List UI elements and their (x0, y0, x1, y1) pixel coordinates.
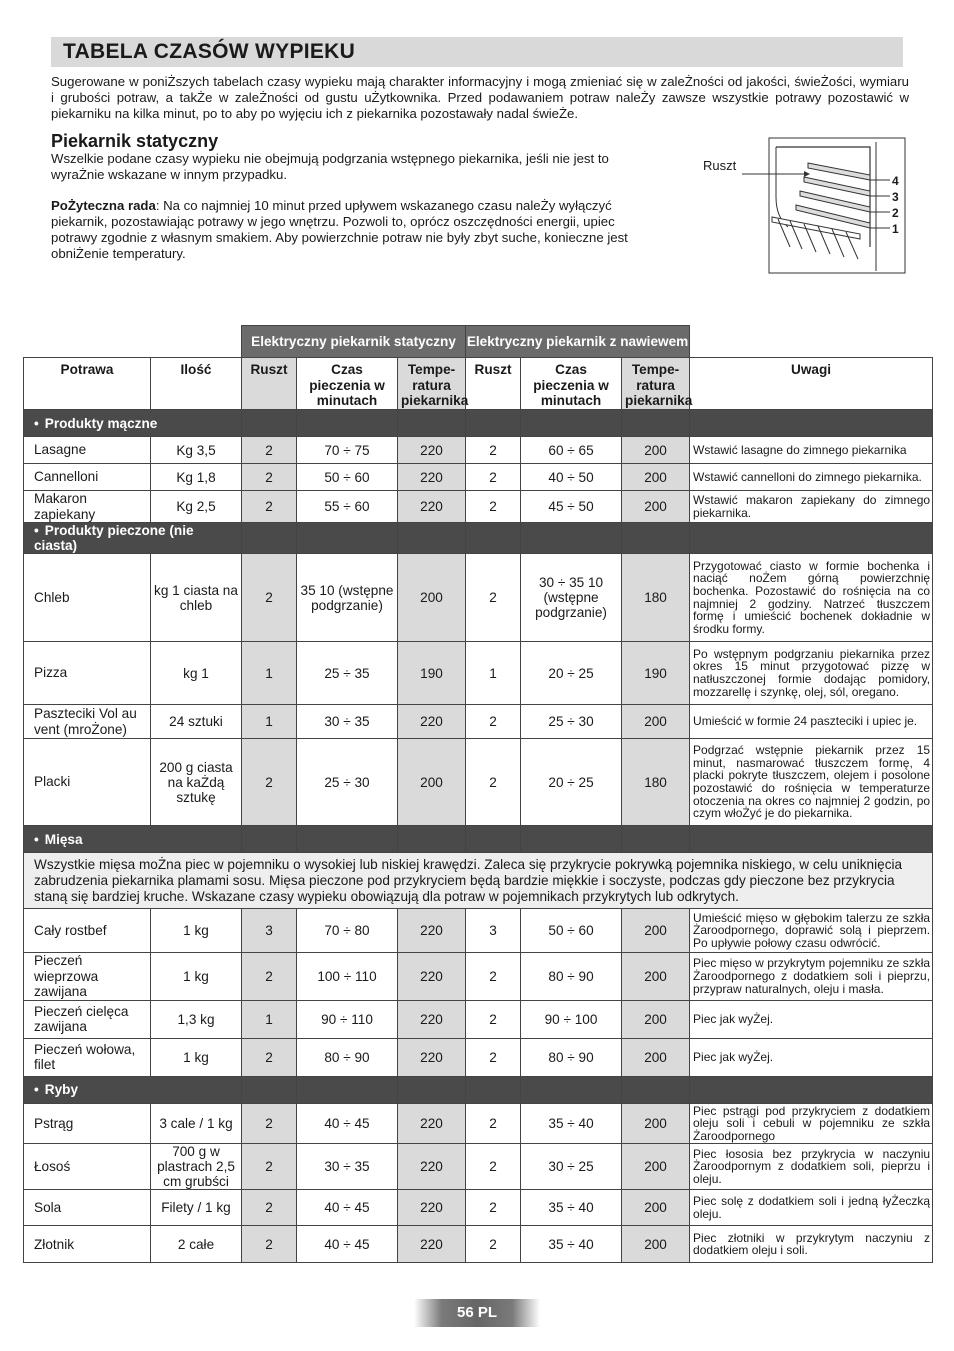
tip-label: PoŻyteczna rada (51, 198, 156, 213)
cell-dish: Pizza (24, 642, 151, 705)
cell-s2: 3 (466, 909, 521, 953)
oven-shelf-diagram (700, 137, 910, 277)
section-cell (466, 410, 521, 437)
bullet-icon: • (34, 523, 39, 538)
section-row (24, 826, 933, 853)
section-cell (466, 826, 521, 853)
column-header-row (24, 358, 933, 410)
cell-note: Podgrzać wstępnie piekarnik przez 15 minut, nasmarować tłuszczem formę, 4 placki pokryte tłuszczem, olejem i posolone pozostawić do rośnięcia w temperaturze otoczenia na okres co najmniej 2 godzin, po czym włoŻyć je do piekarnika. (690, 739, 933, 826)
cell-s1: 2 (242, 1103, 297, 1144)
cell-t1: 35 10 (wstępne podgrzanie) (297, 554, 398, 642)
cell-s2: 2 (466, 739, 521, 826)
section-cell (622, 1076, 690, 1103)
section-cell (690, 523, 933, 554)
section-cell (242, 826, 297, 853)
cell-s1: 1 (242, 642, 297, 705)
cell-t1: 70 ÷ 80 (297, 909, 398, 953)
cell-t1: 40 ÷ 45 (297, 1226, 398, 1263)
cell-t1: 80 ÷ 90 (297, 1038, 398, 1076)
section-cell (521, 1076, 622, 1103)
section-cell (398, 523, 466, 554)
cell-note: Piec łososia bez przykrycia w naczyniu Żaroodpornym z dodatkiem soli, pieprzu i oleju. (690, 1144, 933, 1190)
section-row (24, 410, 933, 437)
cell-t2: 80 ÷ 90 (521, 953, 622, 1001)
cell-s1: 2 (242, 437, 297, 464)
cell-s1: 1 (242, 705, 297, 739)
table-row (24, 1226, 933, 1263)
cell-s1: 2 (242, 491, 297, 523)
section-cell (622, 826, 690, 853)
section-label (24, 826, 242, 853)
cell-p2: 200 (622, 1144, 690, 1190)
cell-s1: 1 (242, 1000, 297, 1038)
cell-note: Umieścić w formie 24 paszteciki i upiec je. (690, 705, 933, 739)
cell-s1: 2 (242, 1144, 297, 1190)
cell-dish: Lasagne (24, 437, 151, 464)
section-cell (466, 523, 521, 554)
bullet-icon: • (34, 415, 39, 431)
cell-s2: 2 (466, 705, 521, 739)
meat-note-row (24, 853, 933, 909)
cell-t2: 35 ÷ 40 (521, 1103, 622, 1144)
cell-s2: 2 (466, 1226, 521, 1263)
cell-qty: 700 g w plastrach 2,5 cm grubści (151, 1144, 242, 1190)
header-temp-static: Tempe-ratura piekarnika (398, 358, 466, 410)
level-3: 3 (892, 190, 899, 204)
cell-note: Wstawić makaron zapiekany do zimnego piekarnika. (690, 491, 933, 523)
cell-dish: Złotnik (24, 1226, 151, 1263)
cell-p2: 200 (622, 1226, 690, 1263)
cell-dish: Sola (24, 1190, 151, 1226)
cell-t2: 20 ÷ 25 (521, 739, 622, 826)
cell-p2: 180 (622, 739, 690, 826)
title-bar (51, 37, 903, 67)
cell-t2: 25 ÷ 30 (521, 705, 622, 739)
cell-note: Piec solę z dodatkiem soli i jedną łyŻeczką oleju. (690, 1190, 933, 1226)
group-static: Elektryczny piekarnik statyczny (242, 326, 466, 358)
cell-t1: 25 ÷ 30 (297, 739, 398, 826)
cell-t1: 30 ÷ 35 (297, 1144, 398, 1190)
cell-t2: 60 ÷ 65 (521, 437, 622, 464)
cell-p2: 200 (622, 491, 690, 523)
cell-s2: 2 (466, 1103, 521, 1144)
cell-p2: 200 (622, 1038, 690, 1076)
section-cell (242, 1076, 297, 1103)
oven-diagram-graphic (700, 137, 910, 277)
table-row (24, 1038, 933, 1076)
cell-p1: 220 (398, 1000, 466, 1038)
cell-note: Piec jak wyŻej. (690, 1038, 933, 1076)
cell-s2: 2 (466, 1038, 521, 1076)
level-4: 4 (892, 174, 899, 188)
table-row (24, 1144, 933, 1190)
header-shelf-static: Ruszt (242, 358, 297, 410)
cell-p2: 200 (622, 909, 690, 953)
header-qty: Ilość (151, 358, 242, 410)
cell-t2: 35 ÷ 40 (521, 1190, 622, 1226)
cell-t2: 30 ÷ 25 (521, 1144, 622, 1190)
table-row (24, 739, 933, 826)
cell-s2: 2 (466, 1000, 521, 1038)
table-row (24, 953, 933, 1001)
section-cell (297, 410, 398, 437)
tip-paragraph (51, 198, 661, 262)
cell-qty: Kg 2,5 (151, 491, 242, 523)
cell-s2: 2 (466, 464, 521, 491)
cell-qty: Kg 3,5 (151, 437, 242, 464)
table-row (24, 491, 933, 523)
cell-p2: 200 (622, 953, 690, 1001)
cell-s1: 2 (242, 1226, 297, 1263)
cell-s1: 3 (242, 909, 297, 953)
cell-qty: 2 całe (151, 1226, 242, 1263)
cell-s2: 2 (466, 491, 521, 523)
cell-t1: 90 ÷ 110 (297, 1000, 398, 1038)
section-title: Produkty mączne (44, 415, 158, 431)
section-cell (398, 410, 466, 437)
section-cell (466, 1076, 521, 1103)
section-row (24, 1076, 933, 1103)
table-row (24, 554, 933, 642)
intro-paragraph: Sugerowane w poniŻszych tabelach czasy wypieku mają charakter informacyjny i mogą zmieniać się w zaleŻności od jakości, świeŻości, wymiaru i grubości potraw, a takŻe w zaleŻności od gustu uŻytkownika. Przed podawaniem potraw naleŻy zawsze wszystkie potrawy pozostawić w piekarniku na kilka minut, po to aby po wyjęciu ich z piekarnika pozostawały nadal świeŻe. (51, 74, 909, 122)
header-notes: Uwagi (690, 358, 933, 410)
table-row (24, 1000, 933, 1038)
section-label (24, 523, 242, 554)
level-1: 1 (892, 222, 899, 236)
table-row (24, 464, 933, 491)
cell-p1: 220 (398, 491, 466, 523)
section-cell (521, 410, 622, 437)
table-row (24, 1103, 933, 1144)
cell-qty: kg 1 ciasta na chleb (151, 554, 242, 642)
cell-qty: 1 kg (151, 953, 242, 1001)
cell-qty: 3 cale / 1 kg (151, 1103, 242, 1144)
cell-t1: 40 ÷ 45 (297, 1190, 398, 1226)
cell-t1: 40 ÷ 45 (297, 1103, 398, 1144)
section-subtitle: Piekarnik statyczny (51, 131, 219, 151)
cell-t2: 45 ÷ 50 (521, 491, 622, 523)
page-number: 56 PL (456, 1304, 498, 1321)
cell-t1: 25 ÷ 35 (297, 642, 398, 705)
cell-p1: 220 (398, 1226, 466, 1263)
section-cell (622, 523, 690, 554)
cell-p2: 200 (622, 1103, 690, 1144)
cell-s1: 2 (242, 739, 297, 826)
cell-p2: 200 (622, 1190, 690, 1226)
meat-note: Wszystkie mięsa moŻna piec w pojemniku o wysokiej lub niskiej krawędzi. Zaleca się przykrycie pokrywką pojemnika niskiego, w celu uniknięcia zabrudzenia piekarnika plamami sosu. Mięsa pieczone pod przykryciem będą bardzie miękkie i soczyste, podczas gdy pieczone bez przykrycia staną się bardziej kruche. Wskazane czasy wypieku obowiązują dla potraw w pojemnikach przykrytych lub odkrytych. (24, 853, 933, 909)
cell-t1: 100 ÷ 110 (297, 953, 398, 1001)
group-header-row (24, 326, 933, 358)
cell-qty: kg 1 (151, 642, 242, 705)
cell-note: Piec jak wyŻej. (690, 1000, 933, 1038)
preheat-paragraph: Wszelkie podane czasy wypieku nie obejmują podgrzania wstępnego piekarnika, jeśli nie jest to wyraŻnie wskazane w innym przypadku. (51, 151, 609, 182)
cell-dish: Cały rostbef (24, 909, 151, 953)
section-cell (622, 410, 690, 437)
cell-t2: 20 ÷ 25 (521, 642, 622, 705)
header-shelf-fan: Ruszt (466, 358, 521, 410)
section-title: Ryby (44, 1082, 79, 1097)
cell-s1: 2 (242, 1190, 297, 1226)
header-time-fan: Czas pieczenia w minutach (521, 358, 622, 410)
cell-p1: 220 (398, 1103, 466, 1144)
table-row (24, 909, 933, 953)
tip-text: : Na co najmniej 10 minut przed upływem wskazanego czasu naleŻy wyłączyć piekarnik, pozostawiając potrawy w jego wnętrzu. Pozwoli to, oprócz oszczędności energii, upiec potrawy zgodnie z własnym smakiem. Aby powierzchnie potraw nie były zbyt suche, konieczne jest obniŻenie temperatury. (51, 198, 628, 261)
cell-dish: Chleb (24, 554, 151, 642)
bullet-icon: • (34, 831, 39, 847)
cell-s2: 2 (466, 1190, 521, 1226)
cell-p2: 200 (622, 1000, 690, 1038)
section-cell (297, 523, 398, 554)
section-label (24, 1076, 242, 1103)
section-cell (521, 826, 622, 853)
cell-p1: 220 (398, 953, 466, 1001)
cell-s2: 2 (466, 437, 521, 464)
section-cell (242, 523, 297, 554)
section-cell (297, 826, 398, 853)
cell-s2: 1 (466, 642, 521, 705)
group-fan: Elektryczny piekarnik z nawiewem (466, 326, 690, 358)
cell-qty: 1 kg (151, 1038, 242, 1076)
cell-p2: 200 (622, 705, 690, 739)
cell-s2: 2 (466, 1144, 521, 1190)
cell-p2: 180 (622, 554, 690, 642)
baking-times-table (23, 325, 932, 1263)
section-cell (521, 523, 622, 554)
page-title: TABELA CZASÓW WYPIEKU (63, 40, 356, 63)
cell-t2: 50 ÷ 60 (521, 909, 622, 953)
cell-note: Wstawić lasagne do zimnego piekarnika (690, 437, 933, 464)
cell-note: Przygotować ciasto w formie bochenka i naciąć noŻem górną powierzchnię bochenka. Pozostawić do rośnięcia na co najmniej 2 godziny. Natrzeć tłuszczem formę i umieścić bochenek dokładnie w środku formy. (690, 554, 933, 642)
cell-note: Piec złotniki w przykrytym naczyniu z dodatkiem oleju i soli. (690, 1226, 933, 1263)
cell-dish: Łosoś (24, 1144, 151, 1190)
cell-p1: 220 (398, 1190, 466, 1226)
cell-p1: 220 (398, 705, 466, 739)
header-time-static: Czas pieczenia w minutach (297, 358, 398, 410)
table-row (24, 437, 933, 464)
header-dish: Potrawa (24, 358, 151, 410)
page-footer (414, 1299, 540, 1327)
cell-p1: 220 (398, 1038, 466, 1076)
cell-note: Piec mięso w przykrytym pojemniku ze szkła Żaroodpornego z dodatkiem soli i pieprzu, przypraw naturalnych, oleju i masła. (690, 953, 933, 1001)
cell-t2: 80 ÷ 90 (521, 1038, 622, 1076)
section-cell (398, 1076, 466, 1103)
level-2: 2 (892, 206, 899, 220)
cell-dish: Pieczeń wieprzowa zawijana (24, 953, 151, 1001)
cell-dish: Cannelloni (24, 464, 151, 491)
cell-p1: 220 (398, 909, 466, 953)
cell-t2: 40 ÷ 50 (521, 464, 622, 491)
cell-s1: 2 (242, 953, 297, 1001)
cell-t1: 30 ÷ 35 (297, 705, 398, 739)
cell-dish: Placki (24, 739, 151, 826)
cell-dish: Pieczeń wołowa, filet (24, 1038, 151, 1076)
section-cell (690, 826, 933, 853)
section-cell (690, 410, 933, 437)
cell-s1: 2 (242, 1038, 297, 1076)
cell-s1: 2 (242, 554, 297, 642)
section-cell (398, 826, 466, 853)
cell-note: Po wstępnym podgrzaniu piekarnika przez okres 15 minut przygotować pizzę w natłuszczonej formie dodając pomidory, mozzarellę i szynkę, olej, sól, oregano. (690, 642, 933, 705)
diagram-label: Ruszt (703, 158, 737, 173)
section-title: Produkty pieczone (nie ciasta) (34, 523, 194, 553)
cell-dish: Paszteciki Vol au vent (mroŻone) (24, 705, 151, 739)
cell-t1: 55 ÷ 60 (297, 491, 398, 523)
cell-p1: 220 (398, 437, 466, 464)
cell-p2: 200 (622, 437, 690, 464)
cell-s2: 2 (466, 953, 521, 1001)
section-title: Mięsa (44, 831, 83, 847)
cell-s2: 2 (466, 554, 521, 642)
cell-t2: 90 ÷ 100 (521, 1000, 622, 1038)
section-cell (297, 1076, 398, 1103)
cell-qty: Kg 1,8 (151, 464, 242, 491)
cell-p2: 200 (622, 464, 690, 491)
section-label (24, 410, 242, 437)
cell-qty: 24 sztuki (151, 705, 242, 739)
cell-p1: 190 (398, 642, 466, 705)
cell-t2: 35 ÷ 40 (521, 1226, 622, 1263)
cell-s1: 2 (242, 464, 297, 491)
cell-dish: Pieczeń cielęca zawijana (24, 1000, 151, 1038)
cell-note: Umieścić mięso w głębokim talerzu ze szkła Żaroodpornego, doprawić solą i pieprzem. Po upływie połowy czasu odwrócić. (690, 909, 933, 953)
cell-t2: 30 ÷ 35 10 (wstępne podgrzanie) (521, 554, 622, 642)
header-temp-fan: Tempe-ratura piekarnika (622, 358, 690, 410)
table-row (24, 642, 933, 705)
cell-note: Piec pstrągi pod przykryciem z dodatkiem oleju soli i cebuli w pojemniku ze szkła Żaroodpornego (690, 1103, 933, 1144)
cell-dish: Pstrąg (24, 1103, 151, 1144)
cell-p1: 200 (398, 554, 466, 642)
cell-note: Wstawić cannelloni do zimnego piekarnika. (690, 464, 933, 491)
cell-t1: 50 ÷ 60 (297, 464, 398, 491)
table-row (24, 1190, 933, 1226)
table-row (24, 705, 933, 739)
bullet-icon: • (34, 1082, 39, 1097)
cell-qty: Filety / 1 kg (151, 1190, 242, 1226)
cell-p1: 200 (398, 739, 466, 826)
cell-qty: 1,3 kg (151, 1000, 242, 1038)
section-cell (690, 1076, 933, 1103)
section-row (24, 523, 933, 554)
cell-qty: 1 kg (151, 909, 242, 953)
cell-p2: 190 (622, 642, 690, 705)
section-cell (242, 410, 297, 437)
cell-p1: 220 (398, 1144, 466, 1190)
cell-dish: Makaron zapiekany (24, 491, 151, 523)
cell-p1: 220 (398, 464, 466, 491)
cell-t1: 70 ÷ 75 (297, 437, 398, 464)
cell-qty: 200 g ciasta na kaŻdą sztukę (151, 739, 242, 826)
